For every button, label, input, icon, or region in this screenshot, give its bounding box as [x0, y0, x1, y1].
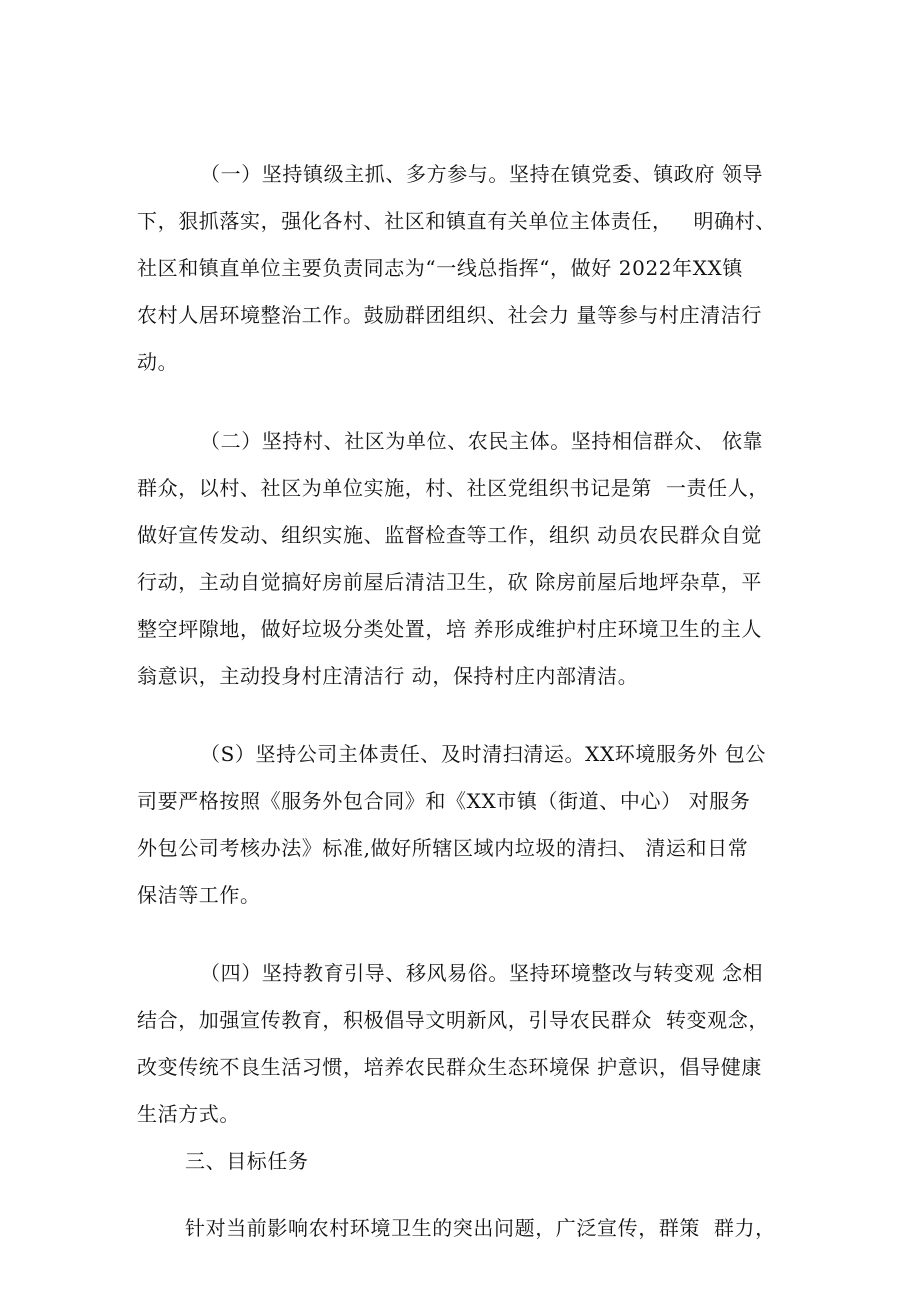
paragraph-5-line-1: 针对当前影响农村环境卫生的突出问题，广泛宣传，群策 群力， [185, 1216, 776, 1240]
paragraph-4-line-1: （四）坚持教育引导、移风易俗。坚持环境整改与转变观 念相 [200, 961, 764, 985]
paragraph-1-line-5: 动。 [137, 350, 179, 374]
paragraph-1-line-3: 社区和镇直单位主要负责同志为“一线总指挥“，做好 2022年XX镇 [137, 256, 743, 280]
paragraph-2-line-6: 翁意识，主动投身村庄清洁行 动，保持村庄内部清洁。 [137, 664, 639, 688]
paragraph-1-line-2: 下，狠抓落实，强化各村、社区和镇直有关单位主体责任， 明确村、 [137, 209, 776, 233]
paragraph-2-line-4: 行动，主动自觉搞好房前屋后清洁卫生，砍 除房前屋后地坪杂草，平 [137, 570, 762, 594]
paragraph-4-line-4: 生活方式。 [137, 1102, 240, 1126]
paragraph-2-line-5: 整空坪隙地，做好垃圾分类处置，培 养形成维护村庄环境卫生的主人 [137, 617, 762, 641]
paragraph-2-line-3: 做好宣传发动、组织实施、监督检查等工作，组织 动员农民群众自觉 [137, 523, 762, 547]
paragraph-2-line-2: 群众，以村、社区为单位实施，村、社区党组织书记是第 一责任人， [137, 476, 769, 500]
paragraph-3-line-1: （S）坚持公司主体责任、及时清扫清运。XX环境服务外 包公 [200, 742, 766, 766]
paragraph-3-line-3: 外包公司考核办法》标准,做好所辖区域内垃圾的清扫、 清运和日常 [137, 836, 749, 860]
paragraph-3-line-4: 保洁等工作。 [137, 883, 261, 907]
paragraph-4-line-2: 结合，加强宣传教育，积极倡导文明新风，引导农民群众 转变观念， [137, 1008, 769, 1032]
paragraph-4-line-3: 改变传统不良生活习惯，培养农民群众生态环境保 护意识，倡导健康 [137, 1055, 762, 1079]
section-heading-goals: 三、目标任务 [185, 1149, 309, 1173]
paragraph-1-line-4: 农村人居环境整治工作。鼓励群团组织、社会力 量等参与村庄清洁行 [137, 303, 762, 327]
paragraph-3-line-2: 司要严格按照《服务外包合同》和《XX市镇（街道、中心） 对服务 [137, 789, 751, 813]
paragraph-1-line-1: （一）坚持镇级主抓、多方参与。坚持在镇党委、镇政府 领导 [200, 162, 764, 186]
paragraph-2-line-1: （二）坚持村、社区为单位、农民主体。坚持相信群众、 依靠 [200, 429, 764, 453]
